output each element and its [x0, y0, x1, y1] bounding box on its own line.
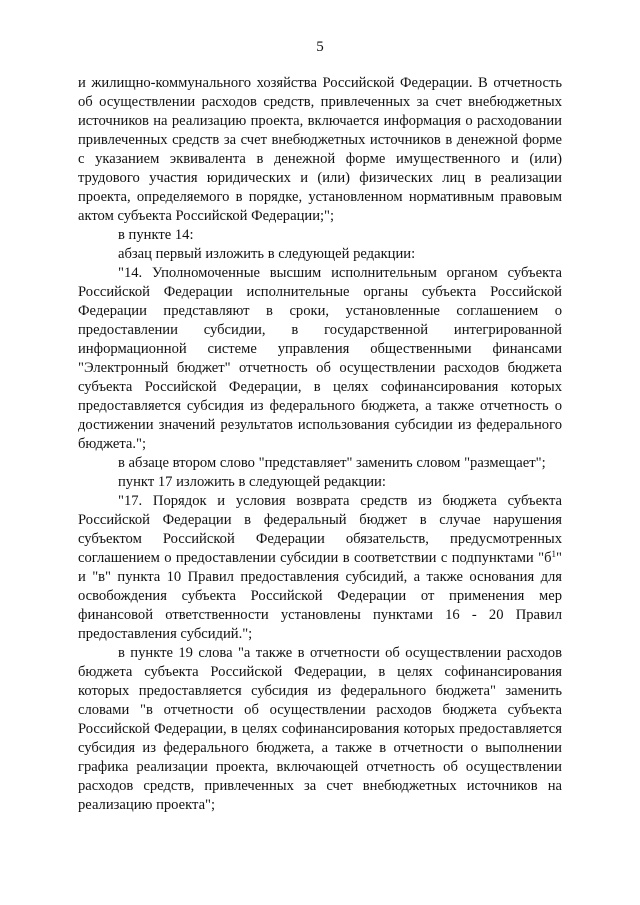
paragraph-continuation: и жилищно-коммунального хозяйства Российской Федерации. В отчетность об осуществлении расходов средств, привлеченных за счет внебюджетных источников на реализацию проекта, включается информация о расходовании привлеченных средств за счет внебюджетных источников в денежной форме с указанием эквивалента в денежной форме имущественного и (или) трудового участия юридических и (или) физических лиц в реализации проекта, определяемого в порядке, установленном нормативным правовым актом субъекта Российской Федерации;"; [78, 75, 562, 224]
paragraph-point-14-text: "14. Уполномоченные высшим исполнительным органом субъекта Российской Федерации исполнительные органы субъекта Российской Федерации представляют в сроки, установленные соглашением о предоставлении субсидии, в государственной интегрированной информационной системе управления общественными финансами "Электронный бюджет" отчетность об осуществлении расходов бюджета субъекта Российской Федерации, в целях софинансирования которых предоставляется субсидия из федерального бюджета, а также отчетность о достижении значений результатов использования субсидии из федерального бюджета."; [78, 265, 562, 452]
page-number: 5 [316, 39, 324, 55]
paragraph-point-19-amendment: в пункте 19 слова "а также в отчетности об осуществлении расходов бюджета субъекта Российской Федерации, в целях софинансирования которых предоставляется субсидия из федерального бюджета" заменить словами "в отчетности об осуществлении расходов бюджета субъекта Российской Федерации, в целях софинансирования которых предоставляется субсидия из федерального бюджета, а также в отчетности о выполнении графика реализации проекта, включающей отчетность об осуществлении расходов средств, привлеченных за счет внебюджетных источников на реализацию проекта"; [78, 645, 562, 813]
document-body [78, 74, 562, 815]
point-17-text-before: "17. Порядок и условия возврата средств из бюджета субъекта Российской Федерации в федеральный бюджет в случае нарушения субъектом Российской Федерации обязательств, предусмотренных соглашением о предоставлении субсидии в соответствии с подпунктами "б [78, 493, 562, 566]
paragraph-point-14-intro: в пункте 14: [118, 227, 194, 243]
paragraph-second-paragraph-replacement: в абзаце втором слово "представляет" заменить словом "размещает"; [118, 455, 546, 471]
point-17-text-after: " и "в" пункта 10 Правил предоставления субсидий, а также основания для освобождения субъекта Российской Федерации от применения мер финансовой ответственности установлены пунктами 16 - 20 Правил предоставления субсидий."; [78, 550, 562, 642]
paragraph-first-paragraph-instruction: абзац первый изложить в следующей редакции: [118, 246, 416, 262]
paragraph-point-17-text [78, 492, 562, 644]
paragraph-point-17-instruction: пункт 17 изложить в следующей редакции: [118, 474, 386, 490]
subpoint-superscript: 1 [551, 549, 557, 559]
